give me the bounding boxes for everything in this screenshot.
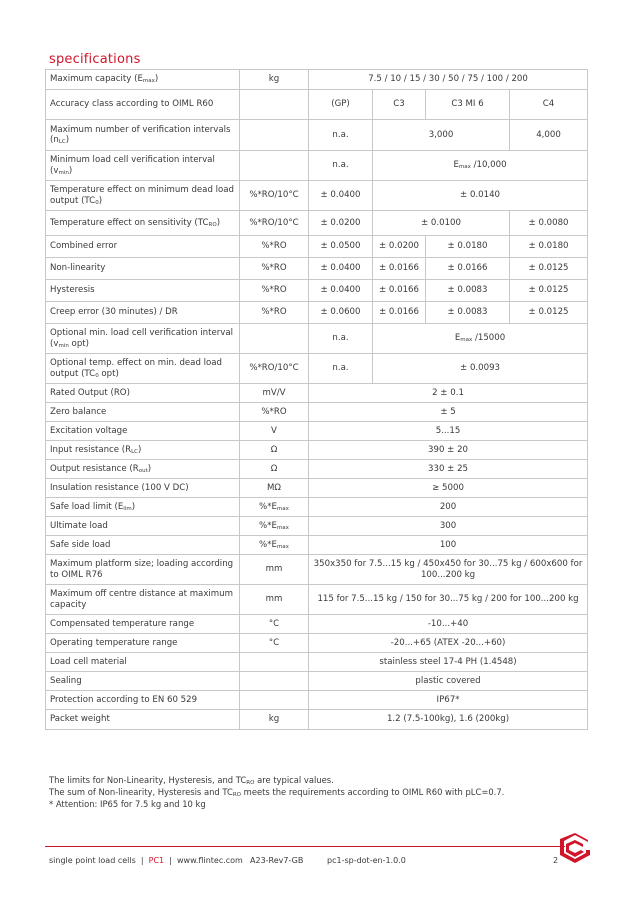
spec-value: 3,000	[373, 120, 510, 151]
spec-label: Accuracy class according to OIML R60	[46, 90, 240, 120]
spec-unit	[240, 653, 309, 672]
table-row	[46, 517, 588, 536]
spec-unit: %*RO	[240, 258, 309, 280]
spec-value: n.a.	[309, 354, 373, 384]
spec-value: -10...+40	[309, 615, 588, 634]
spec-value: 100	[309, 536, 588, 555]
spec-value: 200	[309, 498, 588, 517]
table-row	[46, 555, 588, 585]
table-row	[46, 460, 588, 479]
spec-label: Load cell material	[46, 653, 240, 672]
spec-value: ± 0.0166	[373, 302, 426, 324]
spec-unit: Ω	[240, 460, 309, 479]
footer-rule	[45, 846, 565, 847]
spec-label: Temperature effect on minimum dead load output $(TC_0)$	[46, 181, 240, 211]
table-row	[46, 403, 588, 422]
spec-value: n.a.	[309, 120, 373, 151]
table-row	[46, 384, 588, 403]
spec-unit	[240, 90, 309, 120]
spec-value: ± 5	[309, 403, 588, 422]
footer-category: single point load cells |	[49, 856, 149, 865]
spec-value: n.a.	[309, 151, 373, 181]
spec-unit: $\%*E_{max}$	[240, 536, 309, 555]
spec-value: ± 0.0166	[426, 258, 510, 280]
table-row	[46, 236, 588, 258]
table-row	[46, 151, 588, 181]
note-ip65-attention: * Attention: IP65 for 7.5 kg and 10 kg	[49, 798, 206, 809]
spec-value: ± 0.0125	[510, 280, 588, 302]
spec-unit	[240, 672, 309, 691]
table-row	[46, 302, 588, 324]
spec-unit: MΩ	[240, 479, 309, 498]
footnotes	[49, 775, 504, 810]
spec-value: ± 0.0600	[309, 302, 373, 324]
spec-label: Maximum capacity $(E_{max})$	[46, 70, 240, 90]
spec-unit: $\%*E_{max}$	[240, 517, 309, 536]
spec-label: Maximum platform size; loading according to OIML R76	[46, 555, 240, 585]
spec-value: ± 0.0125	[510, 258, 588, 280]
spec-label: Maximum number of verification intervals $(n_{LC})$	[46, 120, 240, 151]
table-row	[46, 585, 588, 615]
flintec-logo-icon	[558, 830, 592, 864]
table-row	[46, 258, 588, 280]
spec-unit: kg	[240, 710, 309, 730]
spec-unit: mm	[240, 555, 309, 585]
spec-value: 115 for 7.5...15 kg / 150 for 30...75 kg / 200 for 100...200 kg	[309, 585, 588, 615]
spec-label: Combined error	[46, 236, 240, 258]
spec-value: 350x350 for 7.5...15 kg / 450x450 for 30...75 kg / 600x600 for 100...200 kg	[309, 555, 588, 585]
spec-label: Sealing	[46, 672, 240, 691]
section-title: specifications	[49, 52, 141, 67]
spec-value: 2 ± 0.1	[309, 384, 588, 403]
table-row	[46, 70, 588, 90]
spec-value: 330 ± 25	[309, 460, 588, 479]
spec-unit: %*RO	[240, 280, 309, 302]
spec-unit: V	[240, 422, 309, 441]
spec-value: stainless steel 17-4 PH (1.4548)	[309, 653, 588, 672]
table-row	[46, 120, 588, 151]
spec-value: plastic covered	[309, 672, 588, 691]
spec-unit: %*RO/10°C	[240, 211, 309, 236]
spec-label: Ultimate load	[46, 517, 240, 536]
footer	[49, 856, 406, 865]
spec-value: $E_{max}$ /15000	[373, 324, 588, 354]
spec-label: Optional min. load cell verification interval ($v_{min}$ opt)	[46, 324, 240, 354]
spec-value: ± 0.0166	[373, 280, 426, 302]
spec-value: ± 0.0400	[309, 280, 373, 302]
spec-value: ± 0.0500	[309, 236, 373, 258]
spec-unit: Ω	[240, 441, 309, 460]
spec-value: -20...+65 (ATEX -20...+60)	[309, 634, 588, 653]
spec-unit: mm	[240, 585, 309, 615]
spec-value: IP67*	[309, 691, 588, 710]
table-row	[46, 354, 588, 384]
spec-value: ± 0.0083	[426, 280, 510, 302]
spec-value: ± 0.0200	[373, 236, 426, 258]
table-row	[46, 634, 588, 653]
table-row	[46, 615, 588, 634]
spec-value: ± 0.0180	[426, 236, 510, 258]
spec-label: Safe side load	[46, 536, 240, 555]
spec-label: Output resistance $(R_{out})$	[46, 460, 240, 479]
spec-value: ± 0.0400	[309, 181, 373, 211]
spec-value: ± 0.0100	[373, 211, 510, 236]
spec-value: 5...15	[309, 422, 588, 441]
spec-value: n.a.	[309, 324, 373, 354]
spec-value: ± 0.0080	[510, 211, 588, 236]
spec-value: ± 0.0093	[373, 354, 588, 384]
spec-label: Temperature effect on sensitivity $(TC_{RO})$	[46, 211, 240, 236]
table-row	[46, 479, 588, 498]
spec-unit	[240, 691, 309, 710]
table-row	[46, 280, 588, 302]
spec-label: Rated Output (RO)	[46, 384, 240, 403]
spec-label: Input resistance $(R_{LC})$	[46, 441, 240, 460]
footer-doc-code: pc1-sp-dot-en-1.0.0	[327, 856, 406, 865]
spec-value: C3 MI 6	[426, 90, 510, 120]
spec-value: ± 0.0200	[309, 211, 373, 236]
table-row	[46, 672, 588, 691]
spec-unit	[240, 120, 309, 151]
specifications-table	[45, 69, 588, 730]
spec-value: $E_{max}$ /10,000	[373, 151, 588, 181]
note-oiml-requirements: The sum of Non-linearity, Hysteresis and $TC_{RO}$ meets the requirements according to OIML R60 with pLC=0.7.	[49, 786, 505, 798]
spec-label: Operating temperature range	[46, 634, 240, 653]
spec-unit: %*RO	[240, 403, 309, 422]
note-typical-values: The limits for Non-Linearity, Hysteresis, and $TC_{RO}$ are typical values.	[49, 775, 334, 786]
spec-label: Packet weight	[46, 710, 240, 730]
spec-value: 300	[309, 517, 588, 536]
table-row	[46, 441, 588, 460]
footer-revision: A23-Rev7-GB	[250, 856, 304, 865]
spec-unit	[240, 324, 309, 354]
spec-value: (GP)	[309, 90, 373, 120]
spec-label: Protection according to EN 60 529	[46, 691, 240, 710]
spec-label: Hysteresis	[46, 280, 240, 302]
spec-unit: mV/V	[240, 384, 309, 403]
spec-unit: %*RO	[240, 236, 309, 258]
spec-label: Optional temp. effect on min. dead load output ($TC_0$ opt)	[46, 354, 240, 384]
spec-unit: kg	[240, 70, 309, 90]
spec-label: Maximum off centre distance at maximum capacity	[46, 585, 240, 615]
spec-value: 1.2 (7.5-100kg), 1.6 (200kg)	[309, 710, 588, 730]
table-row	[46, 90, 588, 120]
spec-label: Compensated temperature range	[46, 615, 240, 634]
spec-unit: %*RO/10°C	[240, 354, 309, 384]
spec-unit: $\%*E_{max}$	[240, 498, 309, 517]
spec-label: Zero balance	[46, 403, 240, 422]
spec-value: ± 0.0125	[510, 302, 588, 324]
table-row	[46, 653, 588, 672]
spec-label: Excitation voltage	[46, 422, 240, 441]
spec-value: 7.5 / 10 / 15 / 30 / 50 / 75 / 100 / 200	[309, 70, 588, 90]
spec-label: Minimum load cell verification interval $(v_{min})$	[46, 151, 240, 181]
spec-value: C4	[510, 90, 588, 120]
spec-unit: %*RO/10°C	[240, 181, 309, 211]
footer-product: PC1	[148, 856, 165, 865]
spec-unit	[240, 151, 309, 181]
table-row	[46, 181, 588, 211]
spec-unit: °C	[240, 634, 309, 653]
spec-value: C3	[373, 90, 426, 120]
spec-value: ± 0.0400	[309, 258, 373, 280]
spec-value: 4,000	[510, 120, 588, 151]
spec-label: Non-linearity	[46, 258, 240, 280]
spec-unit: %*RO	[240, 302, 309, 324]
table-row	[46, 710, 588, 730]
table-row	[46, 324, 588, 354]
table-row	[46, 498, 588, 517]
footer-website: | www.flintec.com	[164, 856, 243, 865]
table-row	[46, 536, 588, 555]
spec-label: Creep error (30 minutes) / DR	[46, 302, 240, 324]
table-row	[46, 422, 588, 441]
spec-label: Safe load limit $(E_{lim})$	[46, 498, 240, 517]
page-number: 2	[553, 856, 559, 865]
spec-value: ± 0.0140	[373, 181, 588, 211]
spec-value: ± 0.0166	[373, 258, 426, 280]
spec-value: ± 0.0180	[510, 236, 588, 258]
spec-value: ± 0.0083	[426, 302, 510, 324]
spec-label: Insulation resistance (100 V DC)	[46, 479, 240, 498]
table-row	[46, 691, 588, 710]
spec-value: ≥ 5000	[309, 479, 588, 498]
spec-value: 390 ± 20	[309, 441, 588, 460]
table-row	[46, 211, 588, 236]
spec-unit: °C	[240, 615, 309, 634]
